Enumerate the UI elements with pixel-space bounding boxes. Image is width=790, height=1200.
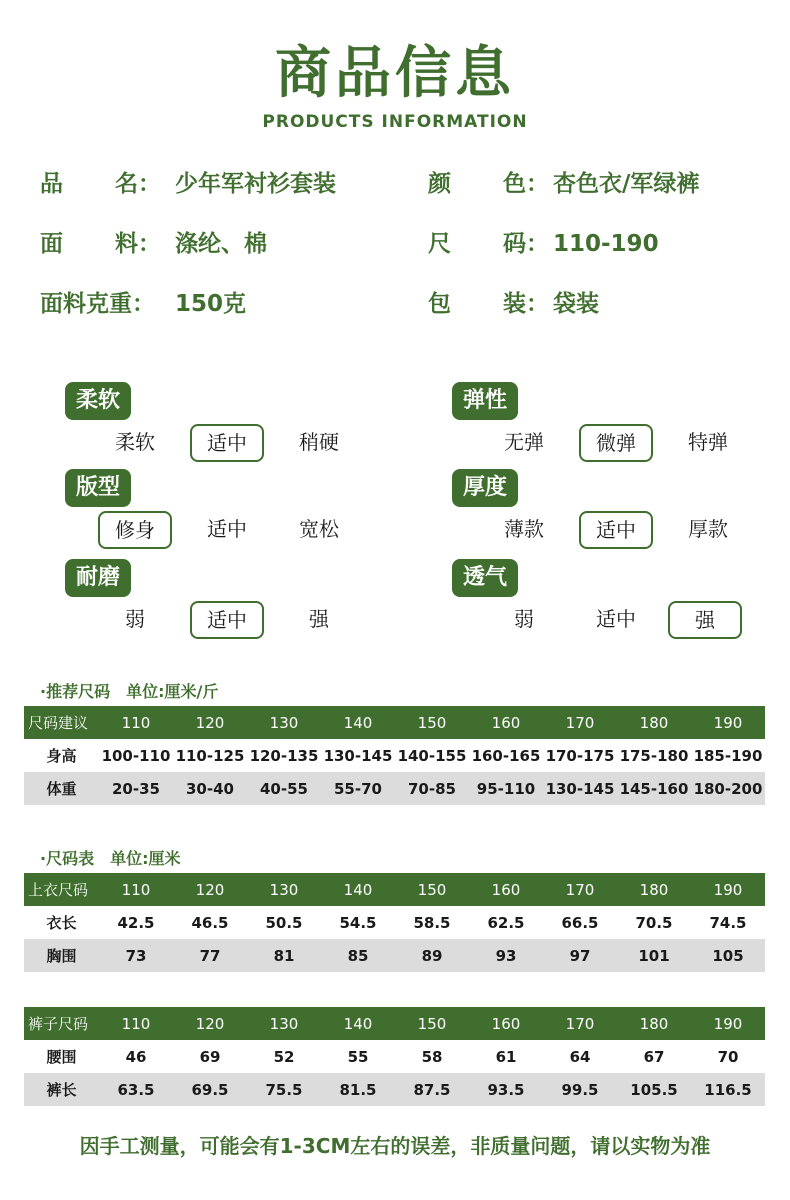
info-color-label: 颜 色 (428, 171, 526, 197)
measurement-note: 因手工测量，可能会有1-3CM左右的误差，非质量问题，请以实物为准 (79, 1134, 711, 1158)
table-cell: 腰围 (24, 1040, 99, 1073)
table-cell: 体重 (24, 772, 99, 805)
info-color: 颜 色 ： 杏色衣/军绿裤 (428, 165, 699, 198)
table-cell: 58.5 (395, 906, 469, 939)
table-cell: 93.5 (469, 1073, 543, 1106)
recommend-section-title: ·推荐尺码 单位:厘米/斤 (40, 682, 219, 701)
table-cell: 170 (543, 1007, 617, 1040)
table-cell: 160 (469, 873, 543, 906)
table-cell: 97 (543, 939, 617, 972)
table-cell: 95-110 (469, 772, 543, 805)
table-cell: 46.5 (173, 906, 247, 939)
attr-durability-option: 强 (309, 607, 329, 631)
info-name-value: 少年军衬衫套装 (175, 171, 336, 197)
table-cell: 63.5 (99, 1073, 173, 1106)
table-cell: 160 (469, 706, 543, 739)
table-cell: 180 (617, 706, 691, 739)
attr-tag-thickness: 厚度 (452, 469, 518, 507)
page-title: 商品信息 (275, 41, 515, 106)
table-cell: 77 (173, 939, 247, 972)
info-pack-label: 包 装 (428, 291, 526, 317)
table-row (24, 1073, 765, 1106)
header (0, 38, 790, 132)
table-cell: 190 (691, 1007, 765, 1040)
table-row (24, 939, 765, 972)
table-cell: 20-35 (99, 772, 173, 805)
table-row (24, 906, 765, 939)
table-cell: 52 (247, 1040, 321, 1073)
table-cell: 105 (691, 939, 765, 972)
table-cell: 150 (395, 706, 469, 739)
attr-fit-option: 修身 (98, 511, 172, 549)
table-cell: 105.5 (617, 1073, 691, 1106)
table-cell: 130 (247, 873, 321, 906)
table-cell: 140 (321, 873, 395, 906)
info-size: 尺 码 ： 110-190 (428, 225, 659, 258)
table-cell: 42.5 (99, 906, 173, 939)
info-size-value: 110-190 (553, 231, 659, 257)
table-cell: 140-155 (395, 739, 469, 772)
attr-softness-option: 柔软 (115, 430, 155, 454)
recommend-unit: 单位:厘米/斤 (126, 682, 219, 701)
attr-fit-option: 适中 (207, 517, 247, 541)
table-header-row (24, 706, 765, 739)
info-fabric-label: 面 料 (40, 231, 138, 257)
table-cell: 116.5 (691, 1073, 765, 1106)
table-cell: 180 (617, 873, 691, 906)
attr-elasticity-option: 特弹 (688, 430, 728, 454)
info-pack-value: 袋装 (553, 291, 599, 317)
table-row (24, 772, 765, 805)
table-cell: 70.5 (617, 906, 691, 939)
attr-thickness-option: 薄款 (504, 517, 544, 541)
table-cell: 85 (321, 939, 395, 972)
info-fabric: 面 料 ： 涤纶、棉 (40, 225, 267, 258)
table-cell: 170 (543, 706, 617, 739)
table-cell: 120 (173, 873, 247, 906)
table-cell: 81 (247, 939, 321, 972)
table-cell: 100-110 (99, 739, 173, 772)
table-cell: 130-145 (543, 772, 617, 805)
table-cell: 130-145 (321, 739, 395, 772)
table-cell: 73 (99, 939, 173, 972)
table-cell: 150 (395, 1007, 469, 1040)
table-cell: 190 (691, 873, 765, 906)
table-cell: 150 (395, 873, 469, 906)
table-row (24, 1040, 765, 1073)
table-cell: 上衣尺码 (24, 873, 99, 906)
table-cell: 55-70 (321, 772, 395, 805)
table-cell: 衣长 (24, 906, 99, 939)
table-cell: 58 (395, 1040, 469, 1073)
table-cell: 170-175 (543, 739, 617, 772)
table-cell: 74.5 (691, 906, 765, 939)
table-cell: 180-200 (691, 772, 765, 805)
table-cell: 170 (543, 873, 617, 906)
recommend-table (24, 706, 765, 805)
attr-tag-durability: 耐磨 (65, 559, 131, 597)
table-cell: 180 (617, 1007, 691, 1040)
table-cell: 120 (173, 1007, 247, 1040)
attr-softness-option: 稍硬 (299, 430, 339, 454)
table-cell: 185-190 (691, 739, 765, 772)
table-cell: 30-40 (173, 772, 247, 805)
table-cell: 160 (469, 1007, 543, 1040)
attr-fit-option: 宽松 (299, 517, 339, 541)
table-cell: 110 (99, 1007, 173, 1040)
info-size-label: 尺 码 (428, 231, 526, 257)
attr-elasticity-option: 微弹 (579, 424, 653, 462)
table-cell: 75.5 (247, 1073, 321, 1106)
table-cell: 50.5 (247, 906, 321, 939)
table-cell: 胸围 (24, 939, 99, 972)
pants-size-table (24, 1007, 765, 1106)
table-cell: 66.5 (543, 906, 617, 939)
attr-tag-breathability: 透气 (452, 559, 518, 597)
attr-breathability-option: 适中 (596, 607, 636, 631)
table-cell: 81.5 (321, 1073, 395, 1106)
attr-tag-elasticity: 弹性 (452, 382, 518, 420)
table-cell: 61 (469, 1040, 543, 1073)
attr-thickness-option: 厚款 (688, 517, 728, 541)
table-cell: 89 (395, 939, 469, 972)
attr-durability-option: 弱 (125, 607, 145, 631)
table-cell: 130 (247, 706, 321, 739)
table-row (24, 739, 765, 772)
table-cell: 140 (321, 1007, 395, 1040)
table-cell: 120 (173, 706, 247, 739)
table-cell: 尺码建议 (24, 706, 99, 739)
attr-breathability-option: 弱 (514, 607, 534, 631)
table-cell: 120-135 (247, 739, 321, 772)
table-cell: 70 (691, 1040, 765, 1073)
top-size-table (24, 873, 765, 972)
table-cell: 99.5 (543, 1073, 617, 1106)
info-weight-value: 150克 (175, 291, 247, 317)
table-cell: 190 (691, 706, 765, 739)
table-cell: 裤长 (24, 1073, 99, 1106)
table-cell: 54.5 (321, 906, 395, 939)
attr-softness-option: 适中 (190, 424, 264, 462)
table-header-row (24, 873, 765, 906)
table-cell: 110 (99, 706, 173, 739)
attr-tag-fit: 版型 (65, 469, 131, 507)
table-cell: 裤子尺码 (24, 1007, 99, 1040)
table-cell: 110-125 (173, 739, 247, 772)
attr-elasticity-option: 无弹 (504, 430, 544, 454)
info-fabric-value: 涤纶、棉 (175, 231, 267, 257)
table-cell: 55 (321, 1040, 395, 1073)
table-cell: 140 (321, 706, 395, 739)
info-pack: 包 装 ： 袋装 (428, 285, 599, 318)
table-cell: 67 (617, 1040, 691, 1073)
table-cell: 110 (99, 873, 173, 906)
table-cell: 身高 (24, 739, 99, 772)
attr-thickness-option: 适中 (579, 511, 653, 549)
info-weight-label: 面料克重 (40, 291, 132, 317)
attr-breathability-option: 强 (668, 601, 742, 639)
page-subtitle: PRODUCTS INFORMATION (262, 112, 528, 132)
table-cell: 101 (617, 939, 691, 972)
table-cell: 69 (173, 1040, 247, 1073)
table-cell: 175-180 (617, 739, 691, 772)
info-name-label: 品 名 (40, 171, 138, 197)
table-cell: 46 (99, 1040, 173, 1073)
size-chart-section-title: ·尺码表 单位:厘米 (40, 849, 181, 868)
info-weight: 面料克重： 150克 (40, 291, 247, 317)
table-cell: 145-160 (617, 772, 691, 805)
info-color-value: 杏色衣/军绿裤 (553, 171, 700, 197)
table-cell: 87.5 (395, 1073, 469, 1106)
table-cell: 130 (247, 1007, 321, 1040)
table-cell: 70-85 (395, 772, 469, 805)
table-cell: 62.5 (469, 906, 543, 939)
table-cell: 64 (543, 1040, 617, 1073)
table-cell: 40-55 (247, 772, 321, 805)
size-chart-unit: 单位:厘米 (110, 849, 181, 868)
table-header-row (24, 1007, 765, 1040)
table-cell: 160-165 (469, 739, 543, 772)
attr-durability-option: 适中 (190, 601, 264, 639)
info-name: 品 名 ： 少年军衬衫套装 (40, 165, 336, 198)
attr-tag-softness: 柔软 (65, 382, 131, 420)
table-cell: 69.5 (173, 1073, 247, 1106)
table-cell: 93 (469, 939, 543, 972)
